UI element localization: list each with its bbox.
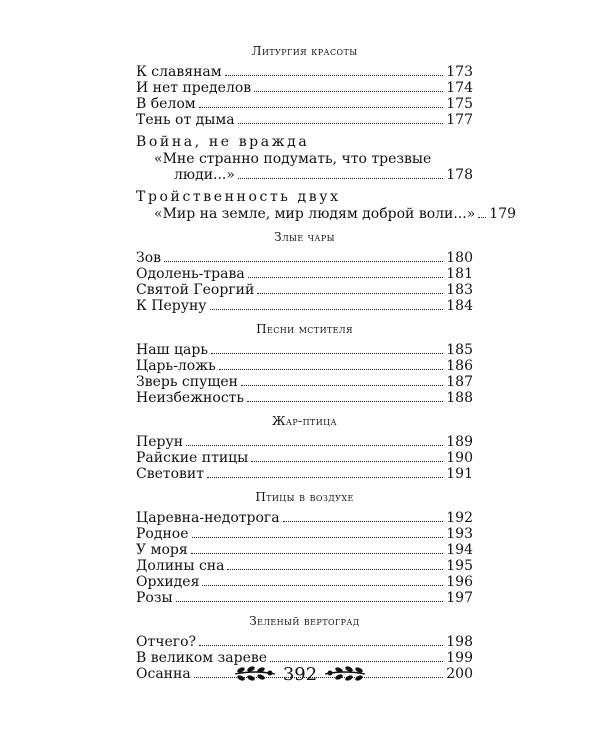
page-number-folio: 392 [282,663,318,685]
entry-title: Царевна-недотрога [136,510,280,526]
entry-title: Зверь спущен [136,374,238,390]
entry-title: Одолень-трава [136,266,245,282]
section-avenger-songs [136,320,473,406]
dot-leader [254,90,443,92]
entry-title: К славянам [136,64,222,80]
dot-leader [202,584,443,586]
page-number: 173 [446,64,473,80]
page-number: 183 [446,282,473,298]
dot-leader [257,292,443,294]
dot-leader [227,568,443,570]
toc-entry[interactable] [136,167,473,183]
entry-title: Долины сна [136,558,225,574]
page-number: 196 [446,574,473,590]
section-title: Жар-птица [272,414,337,428]
section-liturgy-of-beauty [136,42,517,222]
page-number: 179 [489,206,517,222]
entry-title: Розы [136,590,173,606]
entry-title: Перун [136,434,184,450]
page-number: 180 [446,250,473,266]
toc-entry[interactable] [136,590,473,606]
laurel-right-icon [323,664,367,684]
entry-title: К Перуну [136,298,207,314]
toc-entry[interactable] [136,206,517,222]
dot-leader [251,460,443,462]
entry-title: И нет пределов [136,80,252,96]
toc-entry[interactable] [136,374,473,390]
page-number: 190 [446,450,473,466]
page-number: 184 [446,298,473,314]
dot-leader [210,308,444,310]
entry-title: Орхидея [136,574,200,590]
subgroup-heading: Тройственность двух [136,189,341,205]
dot-leader [191,552,444,554]
dot-leader [192,536,444,538]
toc-entry[interactable] [136,250,473,266]
entry-title: Зов [136,250,162,266]
page-number: 192 [446,510,473,526]
dot-leader [238,177,443,179]
subgroup-trinity-of-two [136,189,517,222]
section-title: Зеленый вертоград [249,614,360,628]
page-number: 194 [446,542,473,558]
page-number: 177 [446,112,473,128]
toc-entry[interactable] [136,266,473,282]
toc-entry[interactable] [136,434,473,450]
section-firebird [136,412,473,482]
entry-title: В великом зареве [136,650,268,666]
entry-title: люди...» [174,167,235,183]
toc-entry[interactable] [136,112,473,128]
dot-leader [207,476,443,478]
entry-title: Наш царь [136,342,208,358]
page-number: 195 [446,558,473,574]
section-title: Злые чары [274,230,335,244]
entry-title: «Мир на земле, мир людям доброй воли...» [154,206,476,222]
page-number: 174 [446,80,473,96]
toc-entry[interactable] [136,574,473,590]
entry-title: Родное [136,526,189,542]
entry-title: У моря [136,542,188,558]
entry-title: Тень от дыма [136,112,235,128]
toc-entry[interactable] [136,80,473,96]
entry-title: Осанна [136,666,191,682]
toc-entry[interactable] [136,342,473,358]
page-number: 175 [446,96,473,112]
dot-leader [238,122,444,124]
section-title: Песни мстителя [256,322,353,336]
subgroup-war-not-enmity [136,134,473,183]
toc-entry[interactable] [136,358,473,374]
toc-entry[interactable] [136,282,473,298]
dot-leader [219,368,444,370]
entry-title: Райские птицы [136,450,249,466]
page-number: 187 [446,374,473,390]
page-number: 191 [446,466,473,482]
toc-entry[interactable] [136,634,473,650]
toc-entry[interactable] [136,510,473,526]
page-number: 188 [446,390,473,406]
dot-leader [241,384,443,386]
toc-entry[interactable] [136,64,473,80]
page-number: 193 [446,526,473,542]
dot-leader [199,106,444,108]
page-number: 198 [446,634,473,650]
toc-entry[interactable] [136,96,473,112]
page-number: 189 [446,434,473,450]
entry-title: В белом [136,96,196,112]
dot-leader [248,276,444,278]
dot-leader [164,260,443,262]
toc-entry[interactable] [136,526,473,542]
page-number: 181 [446,266,473,282]
dot-leader [247,400,443,402]
section-birds-in-air [136,488,473,606]
toc-entry[interactable] [136,298,473,314]
entry-title: Святой Георгий [136,282,255,298]
dot-leader [211,352,443,354]
page-number: 185 [446,342,473,358]
dot-leader [225,74,444,76]
dot-leader [186,444,443,446]
entry-title: Царь-ложь [136,358,216,374]
page-number: 197 [446,590,473,606]
dot-leader [478,216,486,218]
dot-leader [199,644,443,646]
page-number: 178 [446,167,473,183]
toc-entry[interactable] [136,390,473,406]
entry-title: Отчего? [136,634,197,650]
section-title: Птицы в воздухе [255,490,354,504]
toc-entry[interactable] [136,558,473,574]
subgroup-heading: Война, не вражда [136,134,310,150]
entry-first-line[interactable]: «Мне странно подумать, что трезвые [154,151,432,167]
entry-title: Световит [136,466,205,482]
section-evil-charms [136,228,473,314]
toc-entry[interactable] [136,542,473,558]
toc-entry[interactable] [136,450,473,466]
dot-leader [176,600,444,602]
table-of-contents [136,36,517,682]
toc-entry[interactable] [136,466,473,482]
page-number: 186 [446,358,473,374]
dot-leader [283,520,444,522]
entry-title: Неизбежность [136,390,245,406]
page-number: 199 [446,650,473,666]
page-number: 200 [446,666,473,682]
section-title: Литургия красоты [251,44,358,58]
laurel-left-icon [233,664,277,684]
page-folio [238,656,362,692]
